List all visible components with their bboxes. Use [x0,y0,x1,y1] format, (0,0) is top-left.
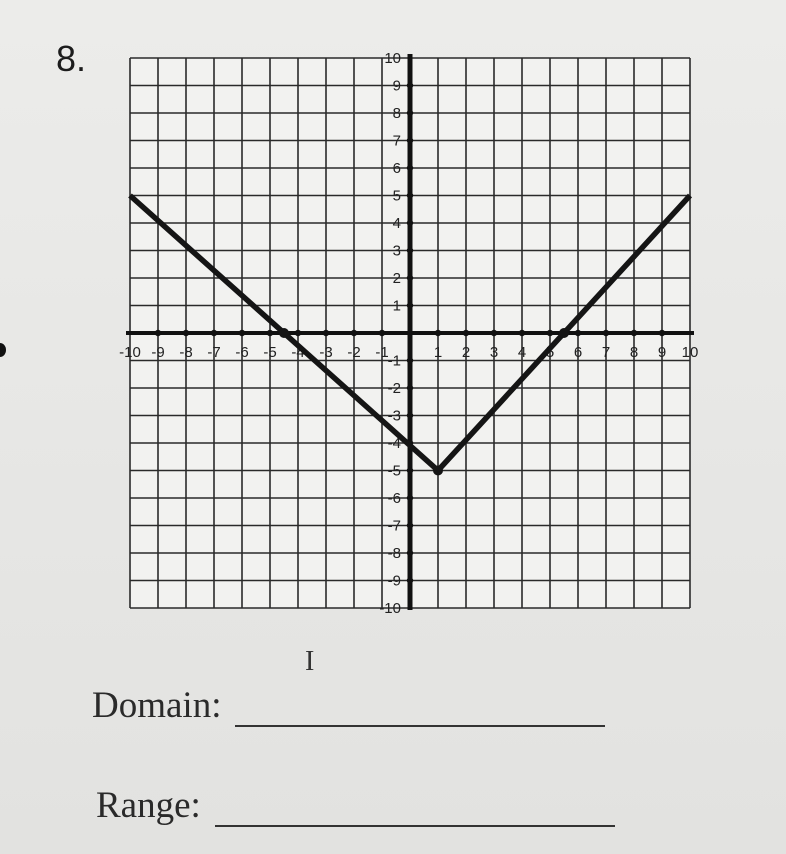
x-tick-mark [491,330,497,336]
y-tick-mark [407,385,413,391]
x-tick-label: -1 [375,344,389,361]
y-tick-mark [407,550,413,556]
y-tick-label: 3 [392,242,401,260]
x-tick-mark [267,330,273,336]
y-tick-label: -9 [387,572,401,590]
x-tick-label: -3 [319,344,333,361]
y-tick-mark [407,275,413,281]
x-tick-mark [659,330,665,336]
x-tick-label: -4 [291,344,305,361]
y-tick-label: -8 [387,545,401,562]
y-tick-mark [407,495,413,501]
x-tick-label: 1 [433,344,443,361]
y-tick-label: 9 [392,77,401,95]
y-tick-label: 8 [392,105,401,122]
y-tick-label: -4 [387,435,401,452]
y-tick-label: -3 [387,407,401,425]
x-tick-mark [323,330,329,336]
x-tick-mark [183,330,189,336]
y-tick-label: 7 [392,132,401,150]
x-intercept-point [279,328,289,338]
range-label: Range: [96,785,201,826]
y-tick-label: 5 [392,187,401,205]
x-tick-mark [211,330,217,336]
y-tick-label: -1 [387,352,401,370]
x-tick-mark [519,330,525,336]
x-tick-label: -2 [347,344,361,361]
x-tick-mark [463,330,469,336]
x-tick-label: -9 [151,344,165,361]
y-tick-label: -6 [387,490,401,507]
y-tick-label: 10 [384,50,401,67]
x-tick-mark [239,330,245,336]
domain-question [92,684,605,727]
y-tick-mark [407,412,413,418]
domain-label: Domain: [92,685,222,726]
y-tick-mark [407,165,413,171]
x-tick-mark [631,330,637,336]
y-tick-mark [407,110,413,116]
y-tick-mark [407,522,413,528]
x-tick-label: -6 [235,344,249,361]
x-tick-label: 8 [629,344,639,361]
y-tick-label: -7 [387,517,401,535]
y-tick-label: 2 [392,270,401,287]
x-intercept-point [559,328,569,338]
x-tick-mark [155,330,161,336]
x-tick-mark [379,330,385,336]
x-tick-label: 5 [545,344,555,361]
x-tick-mark [575,330,581,336]
x-tick-mark [351,330,357,336]
x-tick-label: 6 [573,344,583,361]
x-tick-mark [295,330,301,336]
x-tick-label: -7 [207,344,221,361]
y-tick-label: 4 [392,215,401,232]
y-tick-mark [407,247,413,253]
x-tick-label: 3 [489,344,499,361]
x-tick-label: 9 [657,344,667,361]
y-tick-label: 6 [392,160,401,177]
y-tick-mark [407,192,413,198]
x-tick-label: 4 [517,344,527,361]
x-tick-label: 10 [681,344,699,361]
x-tick-label: 2 [461,344,471,361]
x-tick-label: -5 [263,344,277,361]
y-tick-mark [407,137,413,143]
x-tick-mark [435,330,441,336]
problem-number: 8. [56,38,87,79]
y-tick-label: -2 [387,380,401,397]
x-tick-label: -10 [119,344,141,361]
y-tick-mark [407,82,413,88]
y-tick-mark [407,220,413,226]
text-cursor-icon: I [305,646,315,677]
x-tick-label: -8 [179,344,193,361]
y-tick-label: -5 [387,462,401,480]
y-tick-label: -10 [379,600,401,617]
y-tick-mark [407,357,413,363]
vertex-point [433,466,443,476]
range-answer-blank[interactable] [215,795,615,827]
domain-answer-blank[interactable] [235,695,605,727]
x-tick-label: 7 [601,344,611,361]
range-question [96,784,615,827]
y-tick-mark [407,467,413,473]
y-tick-mark [407,302,413,308]
x-tick-mark [603,330,609,336]
y-tick-mark [407,577,413,583]
y-tick-label: 1 [392,297,401,315]
x-tick-mark [547,330,553,336]
